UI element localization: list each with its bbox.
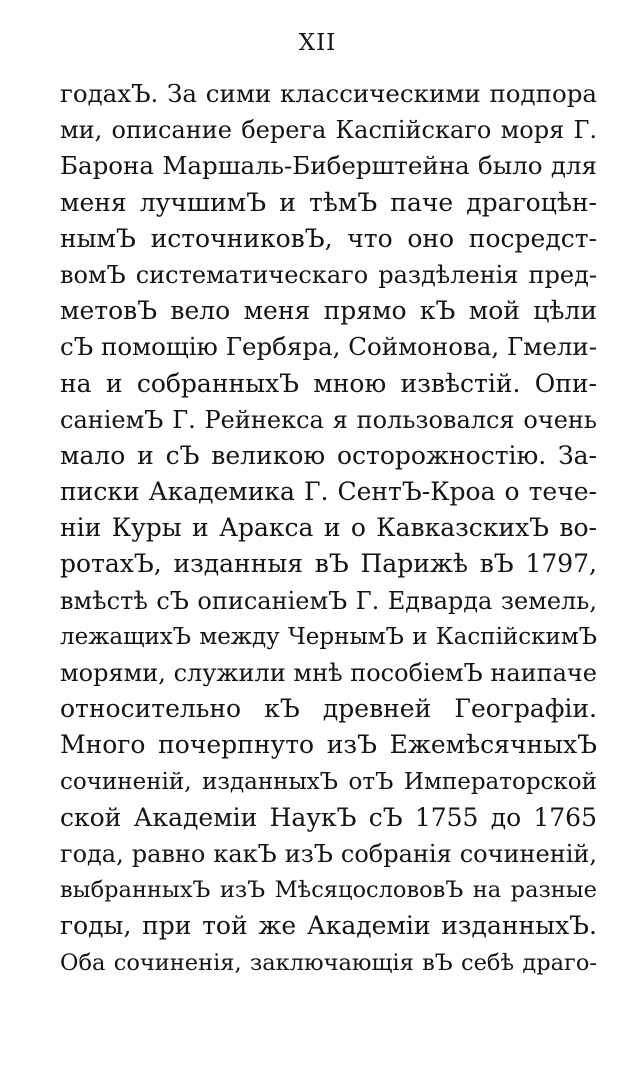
page-number: XII: [298, 30, 337, 56]
text-line: метовЪ вело меня прямо кЪ мой цѣли: [60, 296, 597, 326]
text-line: писки Академика Г. СентЪ-Кроа о тече-: [60, 477, 597, 507]
text-line: нымЪ источниковЪ, что оно посредст-: [60, 223, 597, 253]
text-line: ніи Куры и Аракса и о КавказскихЪ во-: [60, 513, 597, 543]
text-line: годахЪ. За сими классическими подпора: [60, 79, 597, 108]
text-line: Оба сочиненія, заключающія вЪ себѣ драго-: [60, 949, 597, 976]
text-line: вмѣстѣ сЪ описаніемЪ Г. Едварда земель,: [60, 586, 597, 615]
text-line: лежащихЪ между ЧернымЪ и КаспійскимЪ: [60, 623, 597, 650]
text-line: вомЪ систематическаго раздѣленія пред-: [60, 260, 597, 289]
text-line: года, равно какЪ изЪ собранія сочиненій,: [60, 839, 597, 868]
text-line: годы, при той же Академіи изданныхЪ.: [60, 911, 597, 941]
text-line: ротахЪ, изданныя вЪ Парижѣ вЪ 1797,: [60, 549, 597, 579]
body-text: [60, 76, 597, 981]
text-line: мало и сЪ великою осторожностію. За-: [60, 440, 597, 470]
text-line: Много почерпнуто изЪ ЕжемѣсячныхЪ: [60, 730, 597, 760]
text-line: сочиненій, изданныхЪ отЪ Императорской: [60, 768, 597, 795]
text-line: ской Академіи НаукЪ сЪ 1755 до 1765: [60, 802, 597, 832]
text-line: морями, служили мнѣ пособіемЪ наипаче: [60, 659, 597, 687]
text-line: сЪ помощію Гербяра, Соймонова, Гмели-: [60, 332, 597, 362]
text-line: саніемЪ Г. Рейнекса я пользовался очень: [60, 405, 597, 434]
text-line: относительно кЪ древней Географіи.: [60, 694, 597, 724]
text-line: ми, описание берега Каспійскаго моря Г.: [60, 116, 597, 145]
text-line: выбранныхЪ изЪ МѣсяцослововЪ на разные: [60, 877, 597, 904]
text-line: меня лучшимЪ и тѣмЪ паче драгоцѣн-: [60, 187, 597, 217]
text-line: на и собранныхЪ мною извѣстій. Опи-: [60, 368, 597, 398]
text-line: Барона Маршаль-Биберштейна было для: [60, 151, 597, 181]
